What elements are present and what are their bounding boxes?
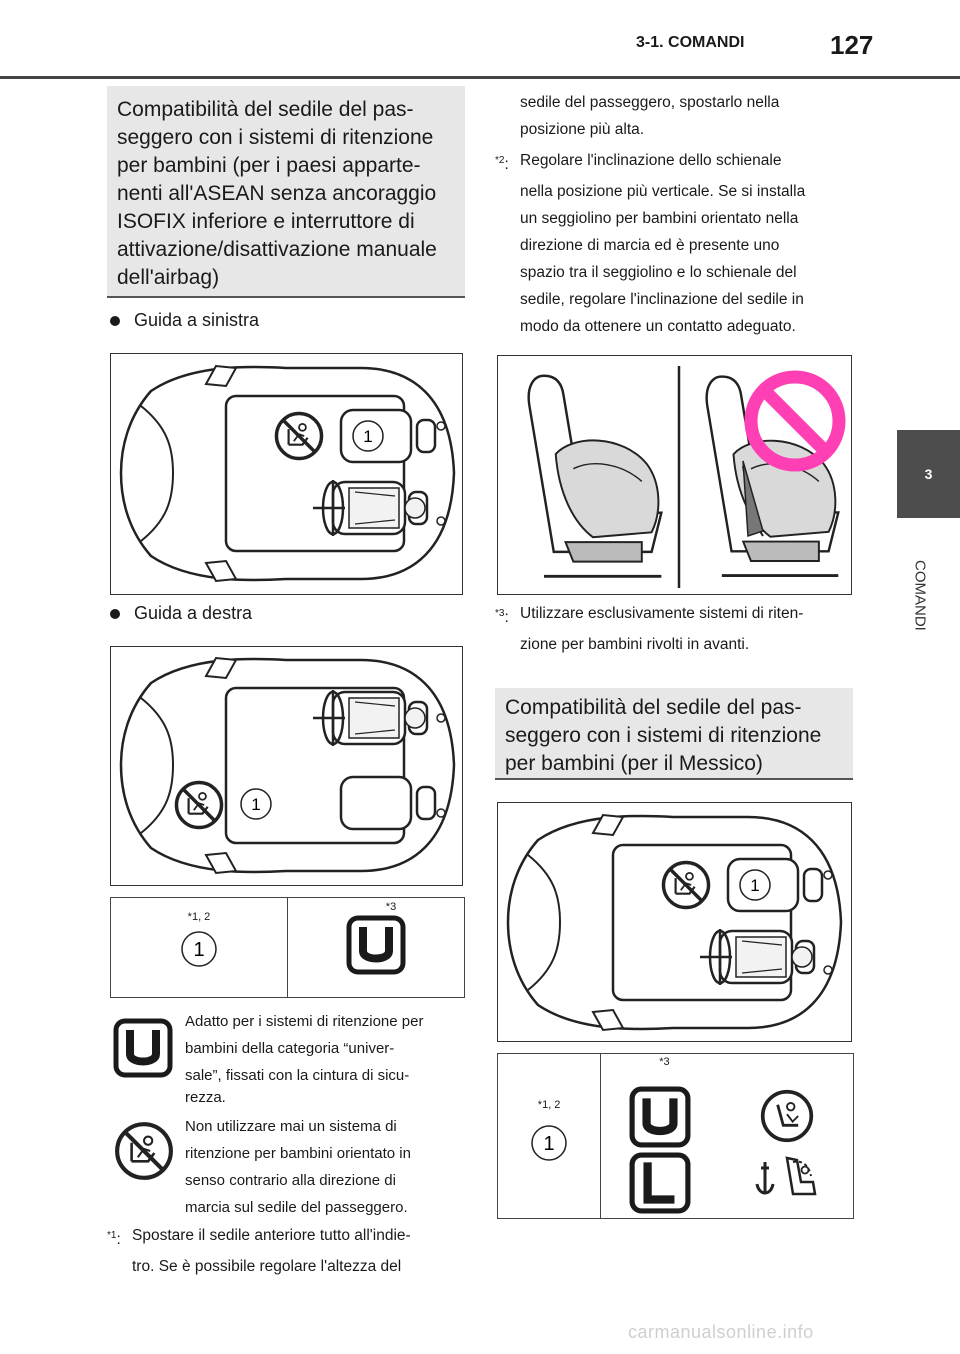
svg-text:1: 1 [193, 939, 205, 961]
title-line: seggero con i sistemi di ritenzione [505, 724, 822, 747]
legend-line: marcia sul sedile del passeggero. [185, 1199, 408, 1216]
bullet-left-drive [110, 310, 259, 331]
bullet-dot [110, 316, 120, 326]
seat-recline-illustration [498, 356, 851, 594]
legend-universal [185, 1008, 470, 1107]
isofix-anchor-seat-icon [753, 1152, 823, 1208]
universal-category-icon [629, 1086, 691, 1148]
car-illustration [498, 803, 851, 1041]
chapter-label: COMANDI [911, 559, 929, 631]
seat-number-1-icon [179, 929, 219, 969]
legend-line: sale”, fissati con la cintura di sicu- [185, 1067, 410, 1084]
title-line: ISOFIX inferiore e interruttore di [117, 210, 415, 233]
page-number: 127 [830, 30, 874, 60]
legend-line: Adatto per i sistemi di ritenzione per [185, 1013, 424, 1030]
title-line: per bambini (per il Messico) [505, 752, 763, 775]
footnote-mark: *2 [495, 155, 505, 166]
footnote-ref: *1, 2 [187, 911, 211, 923]
correct-seat-position [529, 376, 662, 577]
header-rule [0, 76, 960, 79]
bullet-dot [110, 609, 120, 619]
footnote-line: tro. Se è possibile regolare l'altezza del [132, 1258, 402, 1276]
title-line: Compatibilità del sedile del pas- [117, 98, 414, 121]
footnote-line: Spostare il sedile anteriore tutto all'indie- [132, 1227, 411, 1244]
title-line: attivazione/disattivazione manuale [117, 238, 437, 261]
section-title-mexico [495, 688, 853, 780]
bullet-label: Guida a sinistra [134, 310, 260, 330]
footnote-line: zione per bambini rivolti in avanti. [520, 636, 750, 654]
seat-recline-diagram [497, 355, 852, 595]
universal-category-icon [113, 1018, 173, 1078]
watermark: carmanualsonline.info [628, 1322, 814, 1342]
footnote-line: un seggiolino per bambini orientato nella [520, 210, 799, 228]
footnote-1: $^{*1}$: Spostare il sedile anteriore tutto all'indie- tro. Se è possibile regolare l'altezza del [107, 1222, 467, 1280]
seat-number-label: 1 [750, 876, 760, 895]
chapter-tab [897, 430, 960, 518]
footnote-1-continued [520, 89, 860, 143]
table-cell-category [601, 1054, 854, 1219]
footnote-ref: *3 [385, 901, 397, 913]
car-diagram-right-drive [110, 646, 463, 886]
bullet-right-drive [110, 603, 252, 624]
table-cell-seat [111, 898, 288, 998]
table-cell-seat [498, 1054, 601, 1219]
no-rear-facing-icon [663, 862, 708, 907]
footnote-line: sedile del passeggero, spostarlo nella [520, 94, 780, 111]
car-diagram-mexico [497, 802, 852, 1042]
footnote-line: direzione di marcia ed è presente uno [520, 237, 780, 255]
footnote-ref: *1, 2 [537, 1099, 561, 1111]
no-rear-facing-icon [276, 413, 321, 458]
forward-facing-seat-icon [759, 1088, 815, 1144]
section-header: 3-1. COMANDI [636, 34, 745, 51]
footnote-2: $^{*2}$: Regolare l'inclinazione dello schienale nella posizione più verticale. Se si installa un seggiolino per bambini orientato nella direzione di marcia ed è presente uno spazio tra il seggiolino e lo schienale del sedile, regolare l'inclinazione del sedile in modo da ottenere un contatto adeguato. [495, 147, 860, 340]
title-line: per bambini (per i paesi apparte- [117, 154, 421, 177]
table-cell-category [288, 898, 465, 998]
compatibility-table-asean [110, 897, 465, 998]
svg-text:1: 1 [543, 1133, 555, 1155]
title-line: dell'airbag) [117, 266, 220, 289]
section-title-asean [107, 86, 465, 298]
footnote-line: nella posizione più verticale. Se si installa [520, 183, 806, 201]
footnote-line: Regolare l'inclinazione dello schienale [520, 152, 782, 169]
seat-number-1-icon [529, 1123, 569, 1163]
legend-line: senso contrario alla direzione di [185, 1172, 396, 1189]
footnote-mark: *1 [107, 1230, 117, 1241]
universal-category-icon [346, 915, 406, 975]
seat-number-label: 1 [251, 795, 261, 814]
legend-no-rear-facing [185, 1113, 470, 1221]
legend-line: rezza. [185, 1089, 226, 1106]
title-line: nenti all'ASEAN senza ancoraggio [117, 182, 437, 205]
title-line: Compatibilità del sedile del pas- [505, 696, 802, 719]
no-rear-facing-icon [113, 1120, 175, 1182]
footnote-line: Utilizzare esclusivamente sistemi di riten- [520, 605, 804, 622]
seat-number-label: 1 [363, 427, 373, 446]
compatibility-table-mexico [497, 1053, 854, 1219]
footnote-line: posizione più alta. [520, 121, 645, 138]
isofix-l-category-icon [629, 1152, 691, 1214]
footnote-3: $^{*3}$: Utilizzare esclusivamente sistemi di riten- zione per bambini rivolti in avanti. [495, 600, 860, 658]
legend-line: bambini della categoria “univer- [185, 1040, 395, 1057]
car-illustration [111, 354, 462, 594]
bullet-label: Guida a destra [134, 603, 253, 623]
legend-line: ritenzione per bambini orientato in [185, 1145, 411, 1162]
footnote-ref: *3 [659, 1056, 670, 1068]
footnote-line: spazio tra il seggiolino e lo schienale del [520, 264, 797, 282]
chapter-number: 3 [924, 466, 933, 482]
legend-line: Non utilizzare mai un sistema di [185, 1118, 397, 1135]
footnote-mark: *3 [495, 608, 505, 619]
title-line: seggero con i sistemi di ritenzione [117, 126, 434, 149]
car-illustration [111, 647, 462, 885]
footnote-line: modo da ottenere un contatto adeguato. [520, 318, 796, 336]
no-rear-facing-icon [176, 782, 221, 827]
footnote-line: sedile, regolare l'inclinazione del sedile in [520, 291, 804, 309]
car-diagram-left-drive [110, 353, 463, 595]
